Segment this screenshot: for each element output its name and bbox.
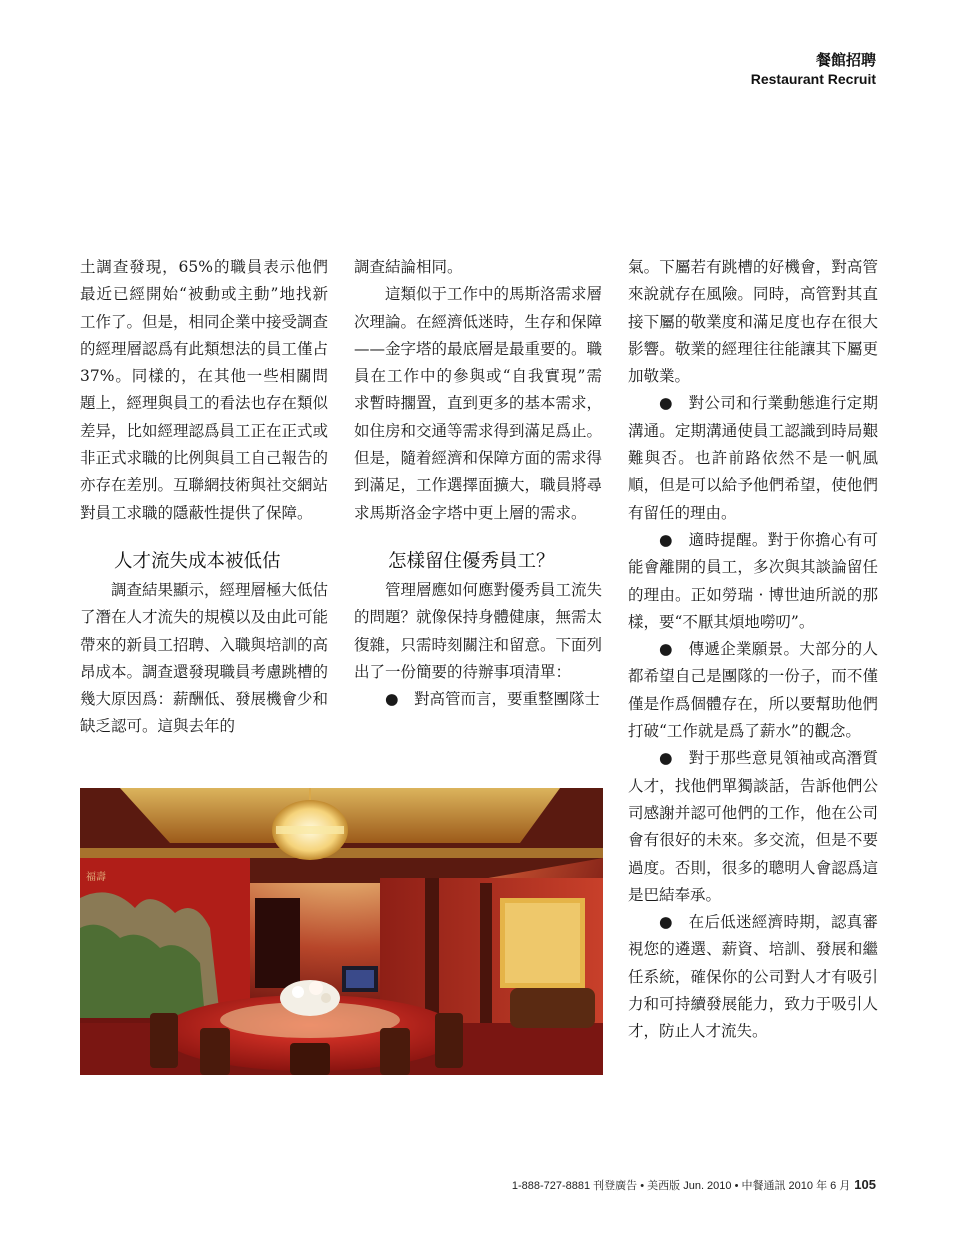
bullet-icon: ● (659, 394, 673, 413)
sofa (510, 988, 595, 1028)
pillar (480, 883, 492, 1043)
ceiling-trim (80, 848, 603, 858)
flower (292, 986, 304, 998)
section-title-zh: 餐館招聘 (815, 51, 876, 69)
bullet-item (628, 390, 878, 526)
page-number: 105 (854, 1177, 876, 1192)
section-header (751, 50, 876, 88)
tv-screen (346, 970, 374, 988)
subheading-retain-employees: 怎樣留住優秀員工？ (388, 550, 555, 572)
section-title-en: Restaurant Recruit (750, 71, 876, 87)
bullet-icon: ● (659, 913, 673, 932)
wall-sign: 福壽 (86, 872, 106, 883)
paragraph: 調查結論相同。 (354, 258, 463, 276)
paragraph: 管理層應如何應對優秀員工流失的問題？就像保持身體健康，無需太復雜，只需時刻關注和留意。下面列出了一份簡要的待辦事項清單： (354, 580, 603, 681)
bullet-item (628, 527, 878, 636)
paragraph: 氣。下屬若有跳槽的好機會，對高管來說就存在風險。同時，高管對其直接下屬的敬業度和滿足度也存在很大影響。敬業的經理往往能讓其下屬更加敬業。 (628, 258, 878, 386)
paragraph: 土調查發現，65%的職員表示他們最近已經開始“被動或主動”地找新工作了。但是，相同企業中接受調查的經理層認爲有此類想法的員工僅占37%。同樣的，在其他一些相關問題上，經理與員工的看法也存在類似差异，比如經理認爲員工正在正式或非正式求職的比例與員工自己報告的亦存在差別。互聯網技術與社交網站對員工求職的隱蔽性提供了保障。 (80, 258, 329, 522)
bullet-icon: ● (659, 749, 673, 768)
gold-screen-inner (505, 903, 580, 983)
restaurant-banquet-room-photo (80, 788, 603, 1075)
column-3 (628, 254, 878, 1046)
bullet-item (628, 909, 878, 1045)
column-1 (80, 254, 328, 741)
flower (309, 981, 323, 995)
page-footer (512, 1177, 876, 1193)
chandelier-band (276, 826, 344, 834)
bullet-text: 對高管而言，要重整團隊士 (414, 690, 601, 709)
chair (290, 1043, 330, 1075)
chair (200, 1028, 230, 1075)
chair (435, 1013, 463, 1068)
subheading-talent-loss: 人才流失成本被低估 (114, 550, 281, 572)
bullet-text: 對公司和行業動態進行定期溝通。定期溝通使員工認識到時局艱難與否。也許前路依然不是一帆風順，但是可以給予他們希望，使他們有留任的理由。 (628, 394, 878, 522)
bullet-item (628, 636, 878, 745)
bullet-icon: ● (659, 640, 673, 659)
bullet-text: 對于那些意見領袖或高潛質人才，找他們單獨談話，告訴他們公司感謝并認可他們的工作，他在公司會有很好的未來。多交流，但是不要過度。否則，很多的聰明人會認爲這是巴結奉承。 (628, 749, 878, 904)
bullet-icon: ● (385, 690, 399, 709)
bullet-icon: ● (659, 530, 673, 549)
paragraph: 這類似于工作中的馬斯洛需求層次理論。在經濟低迷時，生存和保障——金字塔的最底層是最重要的。職員在工作中的參與或“自我實現”需求暫時擱置，直到更多的基本需求，如住房和交通等需求得到滿足爲止。但是，隨着經濟和保障方面的需求得到滿足，工作選擇面擴大，職員將尋求馬斯洛金字塔中更上層的需求。 (354, 285, 603, 522)
bullet-item (354, 686, 602, 713)
doorway (255, 898, 300, 988)
bullet-text: 適時提醒。對于你擔心有可能會離開的員工，多次與其談論留任的理由。正如勞瑞 · 博世迪所説的那樣，要“不厭其煩地嘮叨”。 (628, 530, 878, 631)
paragraph: 調查結果顯示，經理層極大低估了潛在人才流失的規模以及由此可能帶來的新員工招聘、入職與培訓的高昂成本。調查還發現職員考慮跳槽的幾大原因爲：薪酬低、發展機會少和缺乏認可。這與去年的 (80, 580, 329, 736)
flower (321, 993, 331, 1003)
bullet-text: 傳遞企業願景。大部分的人都希望自己是團隊的一份子，而不僅僅是作爲個體存在，所以要幫助他們打破“工作就是爲了薪水”的觀念。 (628, 640, 878, 741)
chair (150, 1013, 178, 1068)
photo-illustration (80, 788, 603, 1075)
bullet-text: 在后低迷經濟時期，認真審視您的遴選、薪資、培訓、發展和繼任系統，確保你的公司對人才有吸引力和可持續發展能力，致力于吸引人才，防止人才流失。 (628, 913, 878, 1041)
chair (380, 1028, 410, 1075)
column-2 (354, 254, 602, 713)
bullet-item (628, 745, 878, 909)
footer-text: 1-888-727-8881 刊登廣告 • 美西版 Jun. 2010 • 中餐通訊 2010 年 6 月 (511, 1180, 851, 1192)
